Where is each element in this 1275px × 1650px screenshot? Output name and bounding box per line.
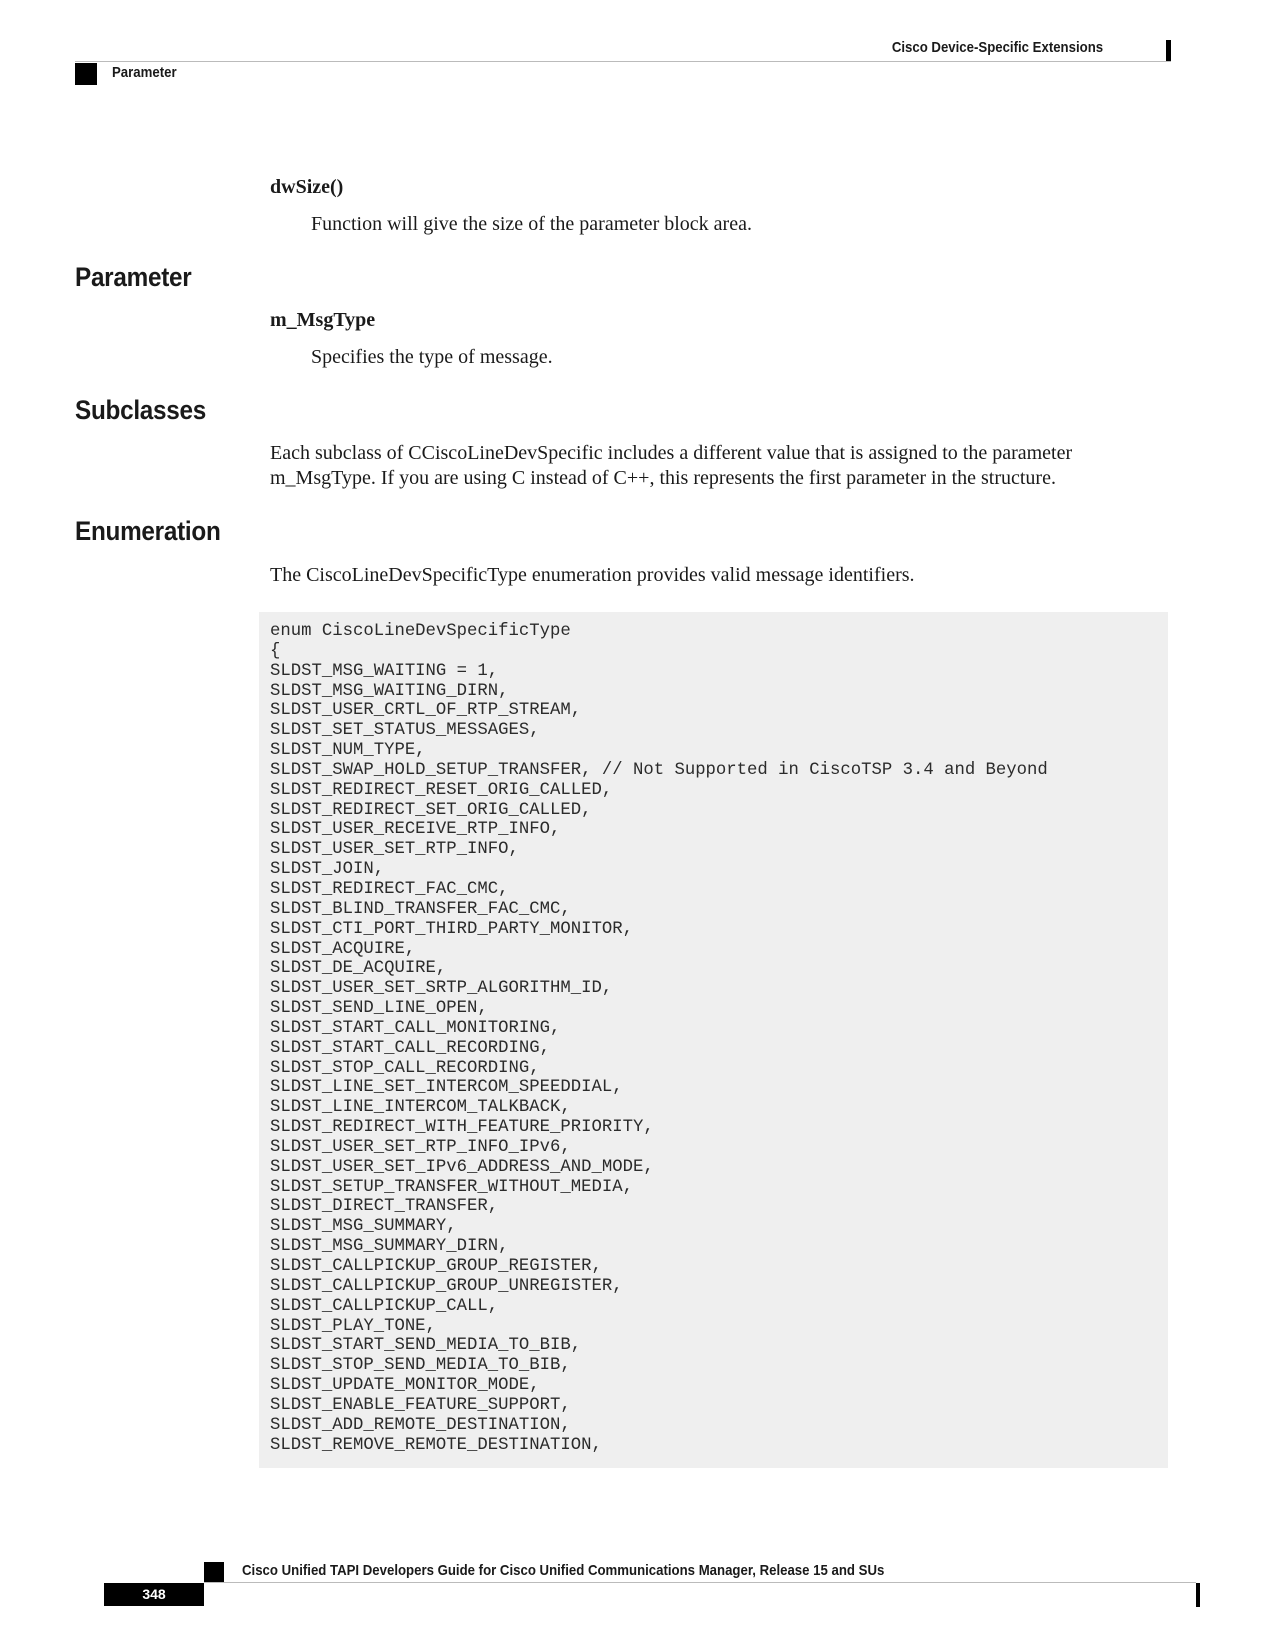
footer-rule: [204, 1582, 1196, 1583]
subclasses-heading: Subclasses: [75, 395, 207, 425]
dwsize-term: dwSize(): [270, 176, 344, 198]
footer-marker: [204, 1562, 224, 1582]
msgtype-term: m_MsgType: [270, 309, 376, 331]
footer-right-bar: [1196, 1583, 1200, 1607]
parameter-heading: Parameter: [75, 262, 192, 292]
enum-code-listing: enum CiscoLineDevSpecificType { SLDST_MSG_WAITING = 1, SLDST_MSG_WAITING_DIRN, SLDST_USER_CRTL_OF_RTP_STREAM, SLDST_SET_STATUS_MESSAGES, SLDST_NUM_TYPE, SLDST_SWAP_HOLD_SETUP_TRANSFER, // Not Supported in CiscoTSP 3.4 and Beyond SLDST_REDIRECT_RESET_ORIG_CALLED, SLDST_REDIRECT_SET_ORIG_CALLED, SLDST_USER_RECEIVE_RTP_INFO, SLDST_USER_SET_RTP_INFO, SLDST_JOIN, SLDST_REDIRECT_FAC_CMC, SLDST_BLIND_TRANSFER_FAC_CMC, SLDST_CTI_PORT_THIRD_PARTY_MONITOR, SLDST_ACQUIRE, SLDST_DE_ACQUIRE, SLDST_USER_SET_SRTP_ALGORITHM_ID, SLDST_SEND_LINE_OPEN, SLDST_START_CALL_MONITORING, SLDST_START_CALL_RECORDING, SLDST_STOP_CALL_RECORDING, SLDST_LINE_SET_INTERCOM_SPEEDDIAL, SLDST_LINE_INTERCOM_TALKBACK, SLDST_REDIRECT_WITH_FEATURE_PRIORITY, SLDST_USER_SET_RTP_INFO_IPv6, SLDST_USER_SET_IPv6_ADDRESS_AND_MODE, SLDST_SETUP_TRANSFER_WITHOUT_MEDIA, SLDST_DIRECT_TRANSFER, SLDST_MSG_SUMMARY, SLDST_MSG_SUMMARY_DIRN, SLDST_CALLPICKUP_GROUP_REGISTER, SLDST_CALLPICKUP_GROUP_UNREGISTER, SLDST_CALLPICKUP_CALL, SLDST_PLAY_TONE, SLDST_START_SEND_MEDIA_TO_BIB, SLDST_STOP_SEND_MEDIA_TO_BIB, SLDST_UPDATE_MONITOR_MODE, SLDST_ENABLE_FEATURE_SUPPORT, SLDST_ADD_REMOTE_DESTINATION, SLDST_REMOVE_REMOTE_DESTINATION,: [270, 622, 1048, 1455]
dwsize-description: Function will give the size of the parameter block area.: [311, 213, 752, 235]
footer-book-title: Cisco Unified TAPI Developers Guide for Cisco Unified Communications Manager, Release 15 and SUs: [242, 1562, 885, 1579]
page-number: 348: [104, 1583, 204, 1606]
enumeration-heading: Enumeration: [75, 516, 221, 546]
code-block: [259, 612, 1168, 1468]
subclasses-paragraph: Each subclass of CCiscoLineDevSpecific includes a different value that is assigned to the parameter m_MsgType. If you are using C instead of C++, this represents the first parameter in the structure.: [270, 442, 1073, 489]
header-section-label: Parameter: [112, 64, 177, 81]
header-section-marker: [75, 63, 97, 85]
header-right-bar: [1166, 40, 1171, 62]
header-chapter-title: Cisco Device-Specific Extensions: [891, 39, 1103, 56]
header-rule: [75, 61, 1171, 62]
enumeration-paragraph: The CiscoLineDevSpecificType enumeration provides valid message identifiers.: [270, 564, 915, 586]
msgtype-description: Specifies the type of message.: [311, 346, 553, 368]
